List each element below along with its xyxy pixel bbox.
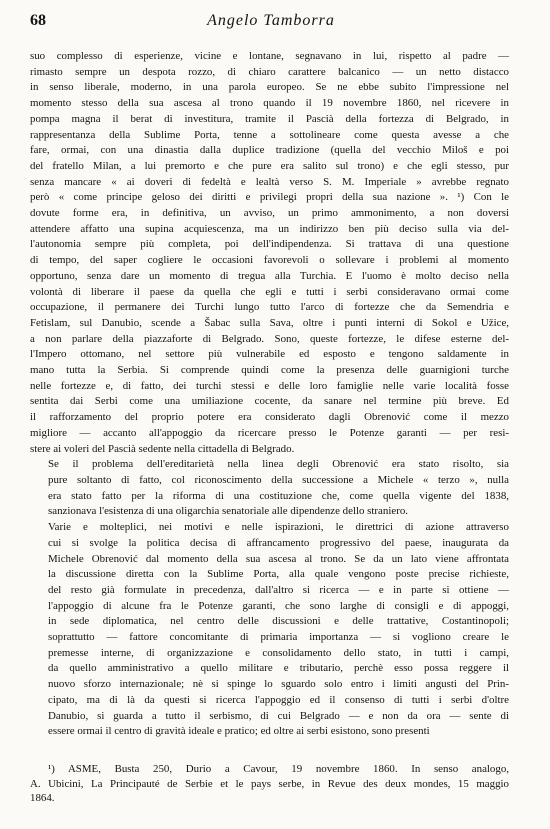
text-line: essere ormai il centro di gravità ideale e pratico; ed oltre ai serbi esistono, sono presenti [48, 725, 430, 738]
text-line: Danubio, si guarda a tutto il serbismo, di cui Belgrado — e non da ora — sente di [48, 709, 509, 722]
footnote-line: A. Ubicini, La Principauté de Serbie et le pays serbe, in Revue des deux mondes, 15 maggio [30, 777, 509, 790]
text-line: cipato, ma di là da questi si ricerca l'appoggio ed il consenso di tutti i serbi d'oltre [48, 693, 509, 706]
footnotes [30, 762, 509, 806]
text-line: era stato fatto per la riforma di una costituzione che, come quella vigente del 1838, [48, 489, 509, 502]
text-line: da quello amministrativo a quello militare e tributario, perchè esso possa reggere il [48, 662, 509, 675]
text-line: nuovo sforzo internazionale; nè si spinge lo sguardo solo entro i limiti angusti del Prin- [48, 678, 509, 691]
text-line: Varie e molteplici, nei motivi e nelle ispirazioni, le direttrici di azione attraverso [48, 521, 509, 534]
text-line: in sede diplomatica, nel centro delle discussioni e delle trattative, Costantinopoli; [48, 615, 509, 628]
text-line: stere ai voleri del Pascià sedente nella cittadella di Belgrado. [30, 442, 295, 455]
paragraph [30, 520, 509, 740]
text-line: l'Impero ottomano, nel settore più vulnerabile ed esposto e tengono saldamente in [30, 348, 509, 361]
text-line: di tempo, del saper cogliere le occasioni favorevoli o sollevare i problemi al momento [30, 254, 509, 267]
text-line: rappresentanza della Sublime Porta, tenne a sottolineare come questa avesse a che [30, 128, 509, 141]
text-line: l'appoggio di alcune fra le Potenze garanti, che sono larghe di consigli e di appoggi, [48, 599, 509, 612]
text-line: momento stesso della sua ascesa al trono quando il 19 novembre 1860, nel ricevere in [30, 97, 509, 110]
text-line: opportuno, senza dare un momento di tregua alla Turchia. E l'uomo è molto deciso nella [30, 269, 509, 282]
text-line: suo complesso di esperienze, vicine e lontane, segnavano in lui, rispetto al padre — [30, 50, 509, 62]
text-line: a non parlare della piazzaforte di Belgrado. Sono, queste fortezze, le difese esterne del- [30, 332, 509, 345]
text-line: il rafforzamento del proprio potere era considerato dagli Obrenović come il mezzo [30, 411, 509, 424]
footnote-line: 1864. [30, 792, 55, 805]
text-line: la discussione diretta con la Sublime Porta, alla quale vengono poste precise richieste, [48, 568, 509, 581]
text-line: sanzionava l'esistenza di una oligarchia senatoriale alle dipendenze dello straniero. [48, 505, 408, 518]
text-line: soprattutto — fattore concomitante di primaria importanza — si vogliono creare le [48, 631, 509, 644]
text-line: volontà di liberare il paese da quella che egli e tutti i serbi consideravano ormai come [30, 285, 509, 298]
text-line: pompa magna il berat di investitura, tramite il Pascià della fortezza di Belgrado, in [30, 112, 509, 125]
paragraph [30, 457, 509, 520]
text-line: mano tutta la Serbia. Si comprende quindi come la presenza delle guarnigioni turche [30, 364, 509, 377]
text-line: però « come principe geloso dei diritti e privilegi propri della sua nazione ». ¹) Con le [30, 191, 509, 204]
text-line: del resto già formulate in precedenza, dall'altro si ricerca — e in parte si ottiene — [48, 583, 509, 596]
page-number: 68 [30, 12, 46, 29]
text-line: Fetislam, sul Danubio, scende a Šabac sulla Sava, oltre i punti interni di Sokol e Užice, [30, 316, 509, 329]
running-head: Angelo Tamborra [207, 12, 335, 29]
text-line: fare, ormai, con una dinastia dalla duplice tradizione (quella del vecchio Miloš e poi [30, 144, 509, 157]
body-text [30, 49, 509, 740]
text-line: migliore — accanto all'appoggio da ricercare presso le Potenze garanti — per resi- [30, 426, 509, 439]
text-line: sentita dai Serbi come una umiliazione cocente, da sanare nel termine più breve. Ed [30, 395, 509, 408]
text-line: senza mancare « ai doveri di fedeltà e lealtà verso S. M. Imperiale » avrebbe regnato [30, 175, 509, 188]
text-line: rimasto sempre un despota rozzo, di chiaro carattere balcanico — un netto distacco [30, 65, 509, 78]
paragraph [30, 49, 509, 457]
text-line: l'autonomia sempre più completa, poi dell'indipendenza. Si trattava di una questione [30, 238, 509, 251]
text-line: pure soltanto di fatto, col riconoscimento della successione a Michele « terzo », nulla [48, 473, 509, 486]
text-line: dovute forme era, in definitiva, un avviso, un primo ammonimento, a non doversi [30, 207, 509, 220]
text-line: Se il problema dell'ereditarietà nella linea degli Obrenović era stato risolto, sia [48, 458, 509, 471]
text-line: nelle fortezze e, di fatto, dei turchi stessi e delle loro famiglie nelle varie località fosse [30, 379, 509, 392]
text-line: in senso liberale, moderno, in una parola europeo. Se ne ebbe subito l'impressione nel [30, 81, 509, 94]
page-header [30, 12, 512, 34]
text-line: cui si svolge la politica decisa di affrancamento progressivo del paese, inaugurata da [48, 536, 509, 549]
text-line: del fratello Milan, a lui premorto e che pure era salito sul trono) e che egli stesso, pur [30, 159, 509, 172]
text-line: premesse interne, di organizzazione e consolidamento dello stato, in tutti i campi, [48, 646, 509, 659]
text-line: Michele Obrenović dal momento della sua ascesa al trono. Se da un lato viene affrontata [48, 552, 509, 565]
text-line: attendere affatto una supina acquiescenza, ma un indirizzo ben più deciso sulla via del- [30, 222, 509, 235]
footnote-line: ¹) ASME, Busta 250, Durio a Cavour, 19 novembre 1860. In senso analogo, [48, 763, 509, 775]
footnote [30, 762, 509, 806]
text-line: occupazione, il permanere dei Turchi lungo tutto l'arco di fortezze che da Semendria e [30, 301, 509, 314]
